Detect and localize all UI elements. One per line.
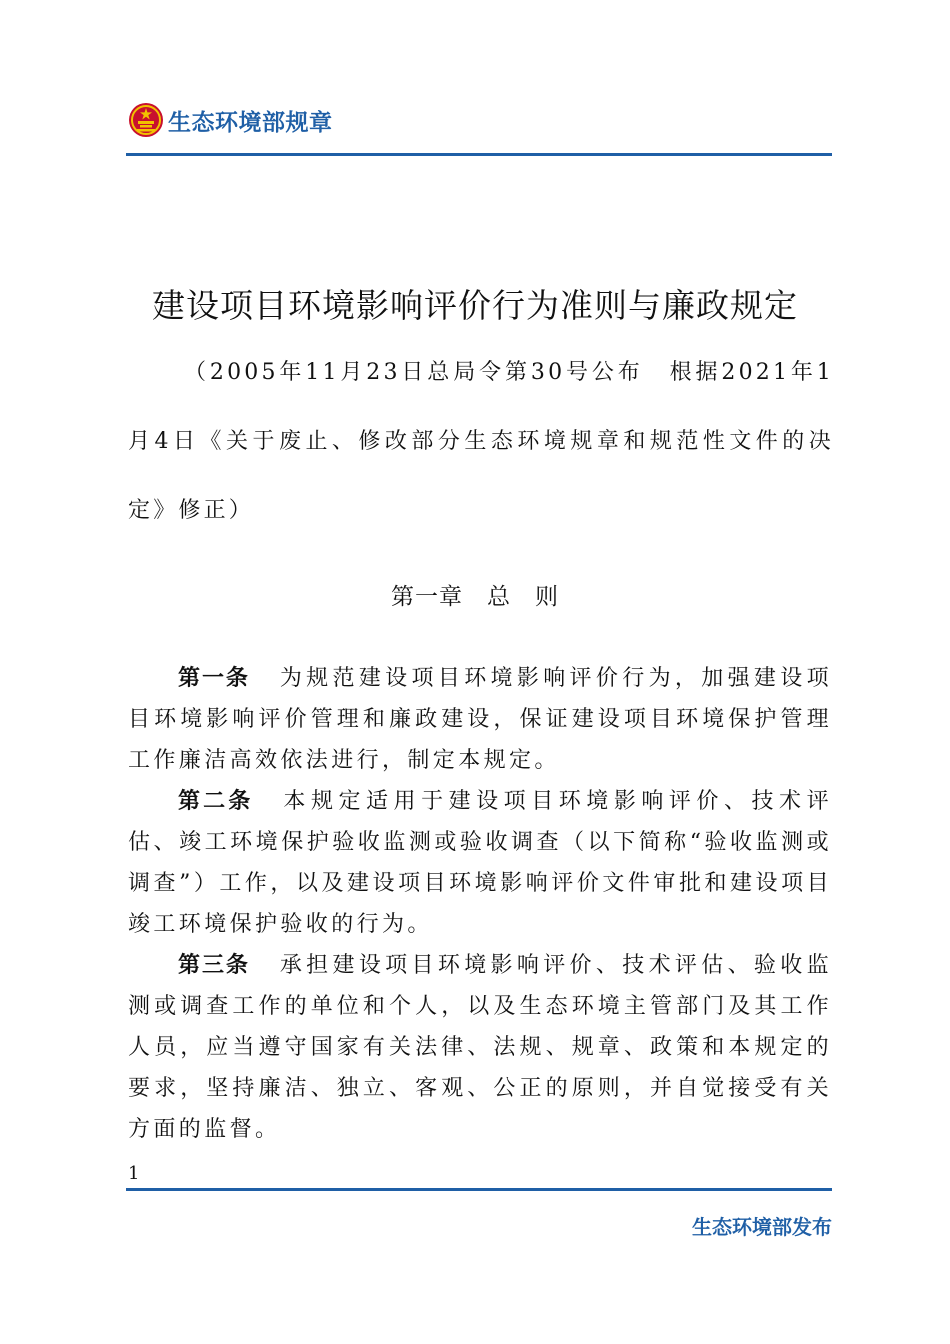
article-paragraph: [128, 658, 832, 781]
article-text: 为规范建设项目环境影响评价行为，加强建设项目环境影响评价管理和廉政建设，保证建设项目环境保护管理工作廉洁高效依法进行，制定本规定。: [128, 666, 832, 773]
header-title: 生态环境部规章: [168, 109, 333, 136]
article-text: 承担建设项目环境影响评价、技术评估、验收监测或调查工作的单位和个人，以及生态环境主管部门及其工作人员，应当遵守国家有关法律、法规、规章、政策和本规定的要求，坚持廉洁、独立、客观、公正的原则，并自觉接受有关方面的监督。: [128, 953, 832, 1142]
footer-publisher: 生态环境部发布: [692, 1215, 832, 1239]
page-header: [128, 98, 333, 142]
header-divider: [126, 153, 832, 156]
national-emblem-icon: [128, 102, 164, 138]
article-paragraph: [128, 945, 832, 1150]
article-paragraph: [128, 781, 832, 945]
chapter-heading: 第一章 总 则: [391, 584, 559, 610]
article-text: 本规定适用于建设项目环境影响评价、技术评估、竣工环境保护验收监测或验收调查（以下简称“验收监测或调查”）工作，以及建设项目环境影响评价文件审批和建设项目竣工环境保护验收的行为。: [128, 789, 832, 937]
footer-divider: [126, 1188, 832, 1191]
document-body: [128, 658, 832, 1150]
article-label: 第二条: [178, 789, 254, 814]
promulgation-note: （2005年11月23日总局令第30号公布 根据2021年1月4日《关于废止、修改部分生态环境规章和规范性文件的决定》修正）: [128, 360, 834, 523]
article-label: 第三条: [178, 953, 250, 978]
article-label: 第一条: [178, 666, 250, 691]
document-title: 建设项目环境影响评价行为准则与廉政规定: [152, 286, 798, 325]
page-number: 1: [128, 1163, 140, 1184]
